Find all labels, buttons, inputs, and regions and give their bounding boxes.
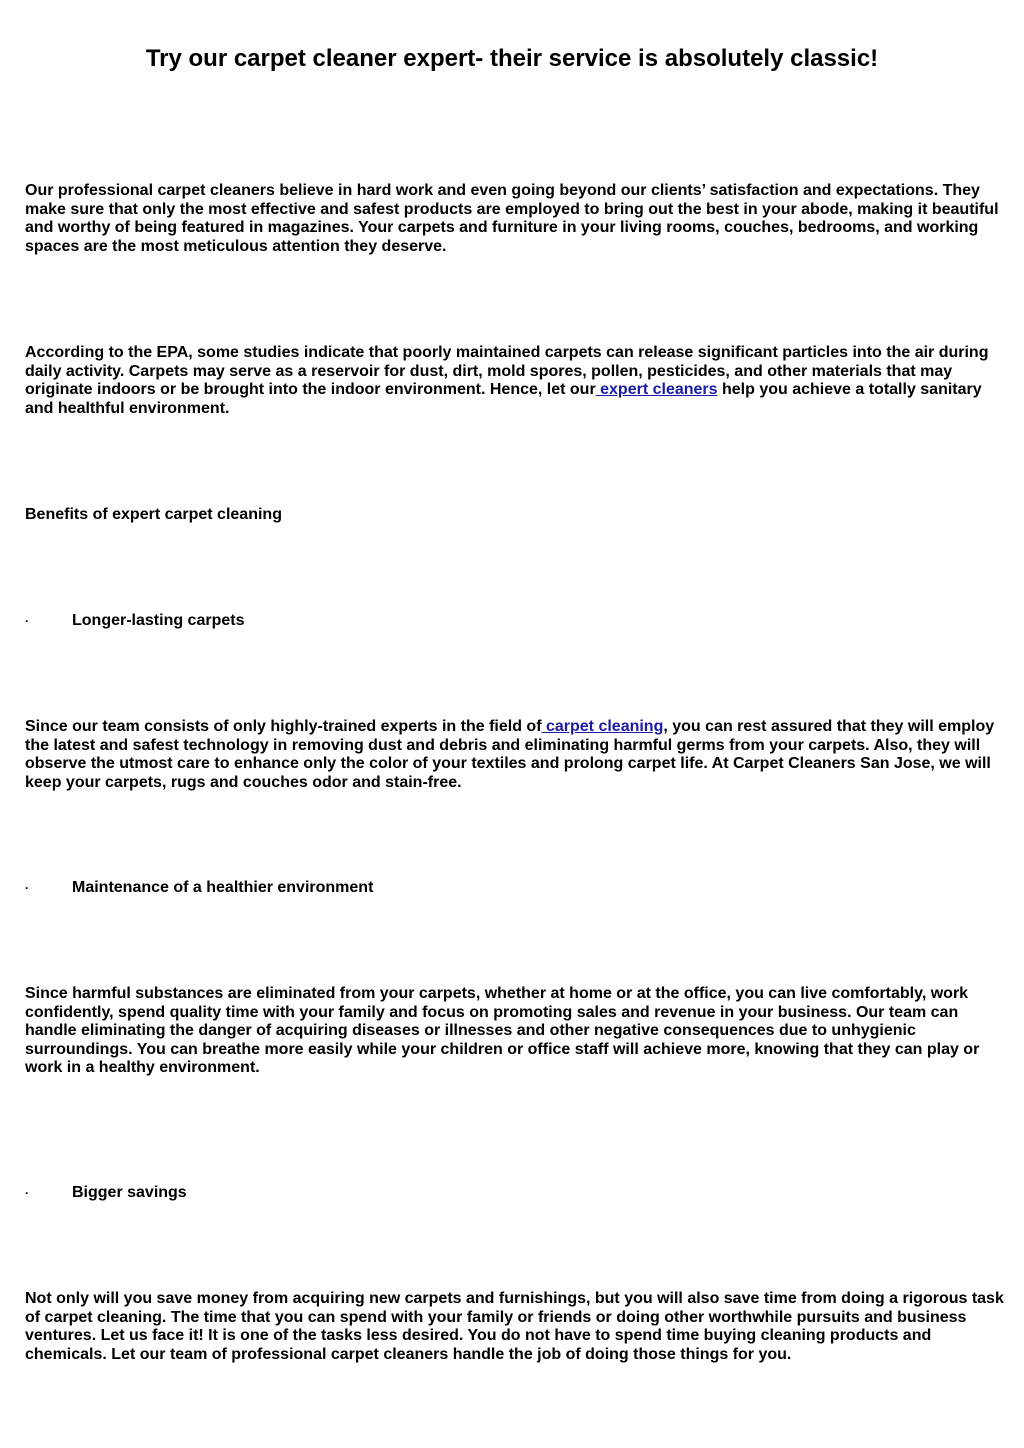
epa-text-after: help you achieve a totally sanitary and healthful environment. <box>25 381 982 417</box>
expert-cleaners-link[interactable]: expert cleaners <box>595 381 718 399</box>
page-title: Try our carpet cleaner expert- their service is absolutely classic! <box>145 45 879 72</box>
epa-text-before: According to the EPA, some studies indicate that poorly maintained carpets can release significant particles into the air during daily activity. Carpets may serve as a reservoir for dust, dirt, mold spores, pollen, pesticides, and other materials that may originate indoors or be brought into the indoor environment. Hence, let our <box>25 344 989 399</box>
bullet-healthier-environment <box>25 879 373 898</box>
bullet-dot-icon: · <box>25 1186 29 1200</box>
bullet-label: Longer-lasting carpets <box>72 612 245 629</box>
bullet-dot-icon: · <box>25 614 29 628</box>
bullet-label: Maintenance of a healthier environment <box>72 879 374 896</box>
epa-paragraph <box>25 344 1010 418</box>
healthier-environment-paragraph: Since harmful substances are eliminated from your carpets, whether at home or at the office, you can live comfortably, work confidently, spend quality time with your family and focus on promoting sales and revenue in your business. Our team can handle eliminating the danger of acquiring diseases or illnesses and other negative consequences due to unhygienic surroundings. You can breathe more easily while your children or office staff will achieve more, knowing that they can play or work in a healthy environment. <box>25 985 980 1077</box>
bullet-longer-lasting <box>25 612 244 631</box>
intro-paragraph: Our professional carpet cleaners believe in hard work and even going beyond our clients’ satisfaction and expectations. They make sure that only the most effective and safest products are employed to bring out the best in your abode, making it beautiful and worthy of being featured in magazines. Your carpets and furniture in your living rooms, couches, bedrooms, and working spaces are the most meticulous attention they deserve. <box>25 182 999 255</box>
longer-lasting-paragraph <box>25 718 1010 792</box>
bullet-label: Bigger savings <box>72 1184 187 1201</box>
bullet-bigger-savings <box>25 1184 187 1203</box>
team-text-after: , you can rest assured that they will employ the latest and safest technology in removing dust and debris and eliminating harmful germs from your carpets. Also, they will observe the utmost care to enhance only the color of your textiles and prolong carpet life. At Carpet Cleaners San Jose, we will keep your carpets, rugs and couches odor and stain-free. <box>25 718 995 791</box>
benefits-heading: Benefits of expert carpet cleaning <box>25 506 282 523</box>
bullet-dot-icon: · <box>25 881 29 895</box>
savings-paragraph: Not only will you save money from acquiring new carpets and furnishings, but you will also save time from doing a rigorous task of carpet cleaning. The time that you can spend with your family or friends or doing other worthwhile pursuits and business ventures. Let us face it! It is one of the tasks less desired. You do not have to spend time buying cleaning products and chemicals. Let our team of professional carpet cleaners handle the job of doing those things for you. <box>25 1290 1004 1363</box>
carpet-cleaning-link[interactable]: carpet cleaning <box>541 718 664 735</box>
team-text-before: Since our team consists of only highly-trained experts in the field of <box>25 718 542 735</box>
